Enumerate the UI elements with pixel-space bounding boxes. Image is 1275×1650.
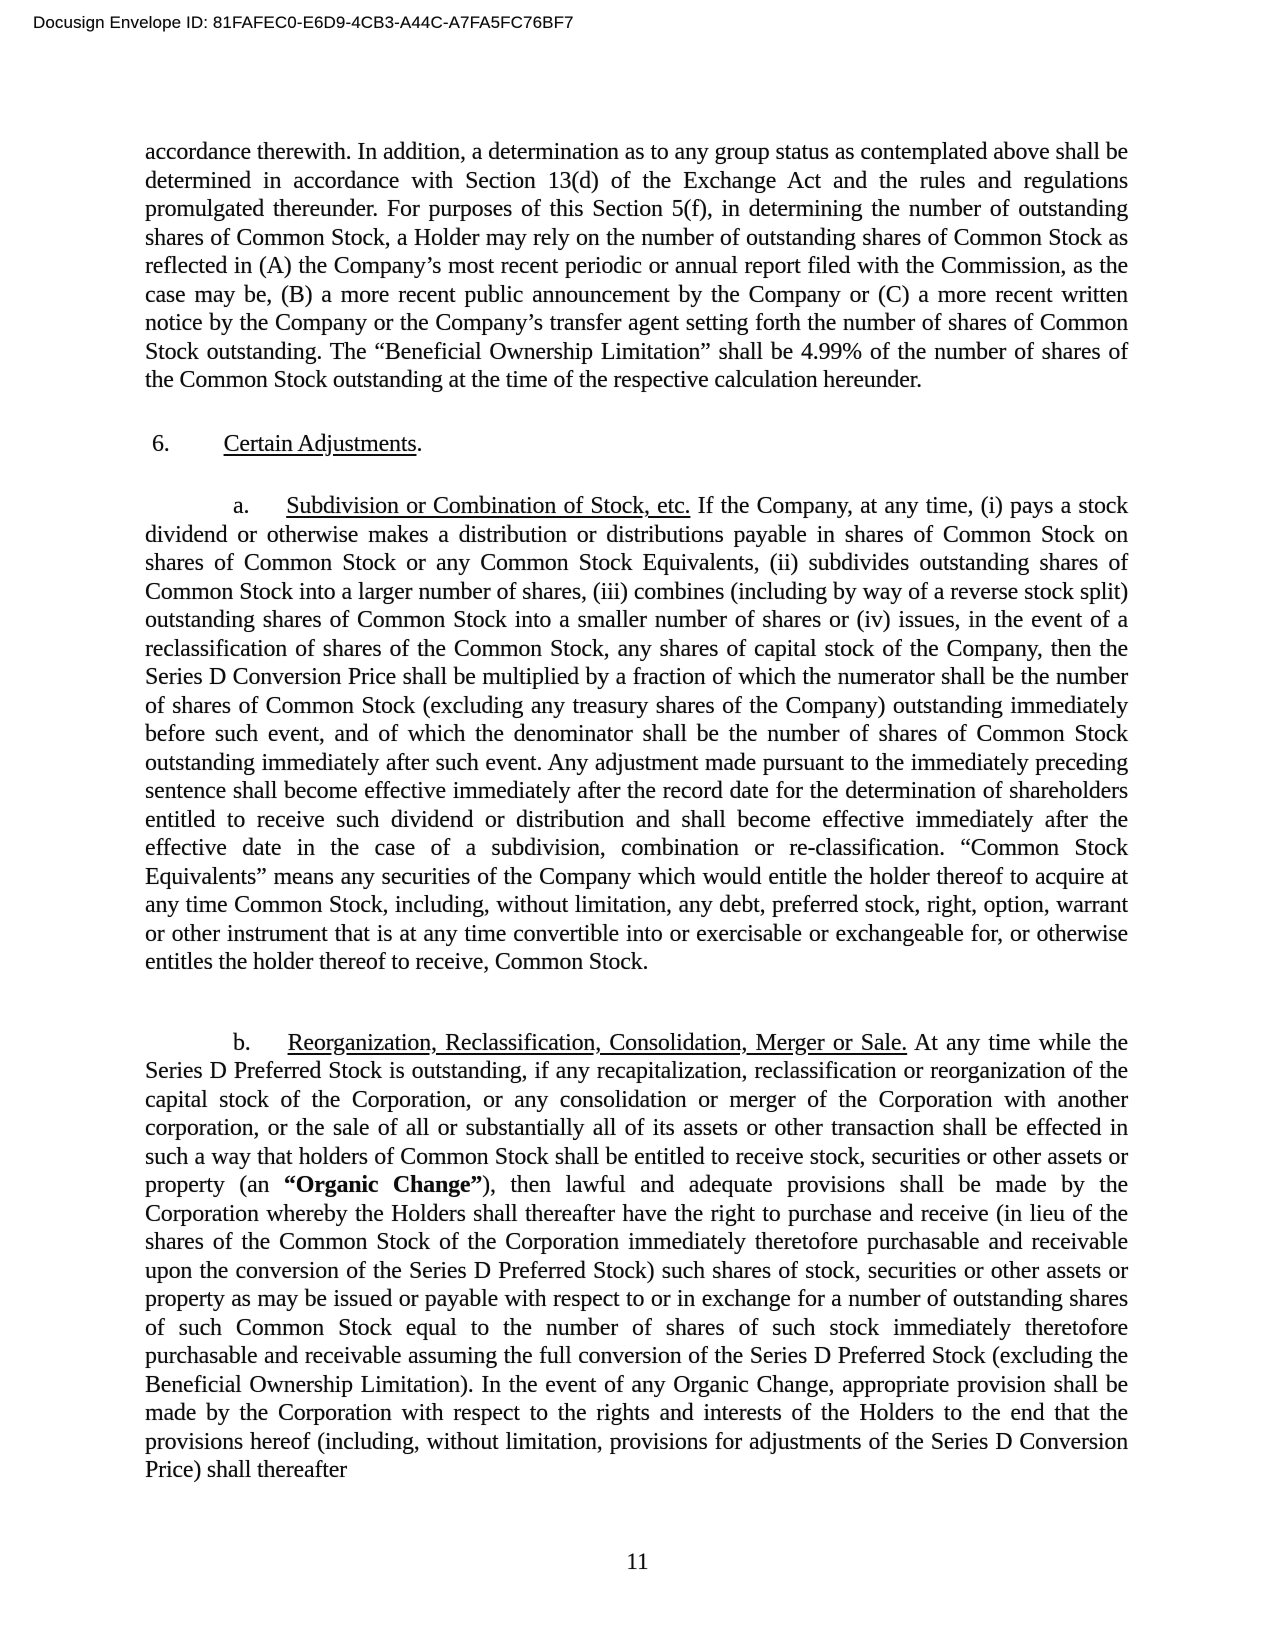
subsection-b-paragraph (145, 1029, 1128, 1485)
subsection-b-body-part2: ), then lawful and adequate provisions shall be made by the Corporation whereby the Holders shall thereafter have the right to purchase and receive (in lieu of the shares of the Common Stock of the Corporation immediately theretofore purchasable and receivable upon the conversion of the Series D Preferred Stock) such shares of stock, securities or other assets or property as may be issued or payable with respect to or in exchange for a number of outstanding shares of such Common Stock equal to the number of shares of such stock immediately theretofore purchasable and receivable assuming the full conversion of the Series D Preferred Stock (excluding the Beneficial Ownership Limitation). In the event of any Organic Change, appropriate provision shall be made by the Corporation with respect to the rights and interests of the Holders to the end that the provisions hereof (including, without limitation, provisions for adjustments of the Series D Conversion Price) shall thereafter (145, 1172, 1128, 1483)
subsection-a-label: a. (233, 493, 250, 519)
section-6-heading (145, 430, 1128, 459)
subsection-a-heading: Subdivision or Combination of Stock, etc. (286, 493, 691, 519)
section-title-period: . (416, 430, 423, 457)
docusign-envelope-id: Docusign Envelope ID: 81FAFEC0-E6D9-4CB3-A44C-A7FA5FC76BF7 (33, 13, 574, 32)
section-title: Certain Adjustments (223, 430, 417, 457)
subsection-a-paragraph (145, 492, 1128, 977)
organic-change-defined-term: “Organic Change” (283, 1172, 483, 1198)
subsection-b-label: b. (233, 1029, 251, 1056)
document-body (145, 138, 1128, 1485)
subsection-a-body: If the Company, at any time, (i) pays a stock dividend or otherwise makes a distribution or distributions payable in shares of Common Stock on shares of Common Stock or any Common Stock Equivalents, (ii) subdivides outstanding shares of Common Stock into a larger number of shares, (iii) combines (including by way of a reverse stock split) outstanding shares of Common Stock into a smaller number of shares or (iv) issues, in the event of a reclassification of shares of the Common Stock, any shares of capital stock of the Company, then the Series D Conversion Price shall be multiplied by a fraction of which the numerator shall be the number of shares of Common Stock (excluding any treasury shares of the Company) outstanding immediately before such event, and of which the denominator shall be the number of shares of Common Stock outstanding immediately after such event. Any adjustment made pursuant to the immediately preceding sentence shall become effective immediately after the record date for the determination of shareholders entitled to receive such dividend or distribution and shall become effective immediately after the effective date in the case of a subdivision, combination or re-classification. “Common Stock Equivalents” means any securities of the Company which would entitle the holder thereof to acquire at any time Common Stock, including, without limitation, any debt, preferred stock, right, option, warrant or other instrument that is at any time convertible into or exercisable or exchangeable for, or otherwise entitles the holder thereof to receive, Common Stock. (145, 493, 1128, 975)
subsection-b-body-part1: At any time while the Series D Preferred Stock is outstanding, if any recapitalization, reclassification or reorganization of the capital stock of the Corporation, or any consolidation or merger of the Corporation with another corporation, or the sale of all or substantially all of its assets or other transaction shall be effected in such a way that holders of Common Stock shall be entitled to receive stock, securities or other assets or property (an (145, 1029, 1128, 1198)
section-number: 6. (152, 430, 170, 457)
subsection-b-heading: Reorganization, Reclassification, Consolidation, Merger or Sale. (287, 1029, 908, 1056)
paragraph-continuation: accordance therewith. In addition, a determination as to any group status as contemplated above shall be determined in accordance with Section 13(d) of the Exchange Act and the rules and regulations promulgated thereunder. For purposes of this Section 5(f), in determining the number of outstanding shares of Common Stock, a Holder may rely on the number of outstanding shares of Common Stock as reflected in (A) the Company’s most recent periodic or annual report filed with the Commission, as the case may be, (B) a more recent public announcement by the Company or (C) a more recent written notice by the Company or the Company’s transfer agent setting forth the number of shares of Common Stock outstanding. The “Beneficial Ownership Limitation” shall be 4.99% of the number of shares of the Common Stock outstanding at the time of the respective calculation hereunder. (145, 139, 1128, 393)
page-number: 11 (626, 1549, 649, 1574)
